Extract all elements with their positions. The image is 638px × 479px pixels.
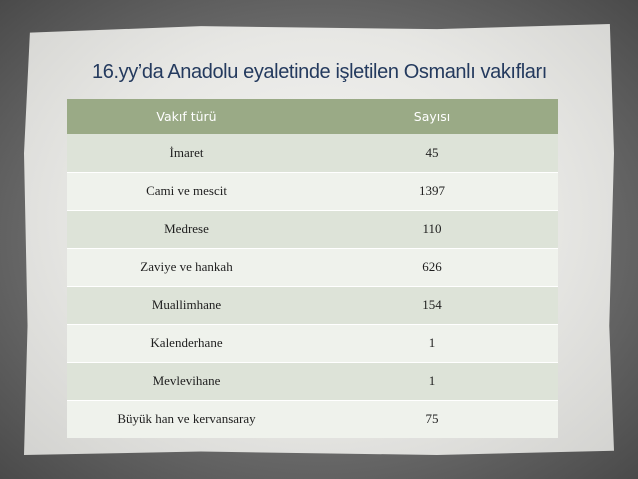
- slide-title: 16.yy’da Anadolu eyaletinde işletilen Osmanlı vakıfları: [92, 61, 547, 83]
- vakif-count-cell: 45: [425, 144, 439, 160]
- table-row: [67, 362, 558, 400]
- table-row: [67, 324, 558, 362]
- vakif-type-cell: İmaret: [169, 144, 204, 160]
- vakif-count-cell: 626: [306, 248, 558, 286]
- vakif-type-cell: Muallimhane: [67, 286, 306, 324]
- table-header-row: [67, 99, 558, 134]
- table-row: [67, 286, 558, 324]
- table-row: [67, 134, 558, 172]
- vakif-type-cell: Kalenderhane: [67, 324, 306, 362]
- vakif-count-cell: 1: [306, 362, 558, 400]
- vakif-type-cell: Mevlevihane: [67, 362, 306, 400]
- table-row: [67, 210, 558, 248]
- vakif-count-cell: 75: [306, 400, 558, 438]
- vakif-type-cell: Zaviye ve hankah: [67, 248, 306, 286]
- vakif-count-cell: 1397: [306, 172, 558, 210]
- header-sayisi: Sayısı: [413, 109, 451, 124]
- vakif-type-cell: Büyük han ve kervansaray: [67, 400, 306, 438]
- table-row: [67, 172, 558, 210]
- table-row: [67, 248, 558, 286]
- vakif-table-container: [67, 99, 558, 438]
- vakif-type-cell: Cami ve mescit: [67, 172, 306, 210]
- header-vakif-turu: Vakıf türü: [156, 109, 217, 124]
- vakif-count-cell: 154: [306, 286, 558, 324]
- vakif-type-cell: Medrese: [67, 210, 306, 248]
- vakif-count-cell: 1: [306, 324, 558, 362]
- table-row: [67, 400, 558, 438]
- vakif-table: [67, 99, 558, 438]
- vakif-count-cell: 110: [306, 210, 558, 248]
